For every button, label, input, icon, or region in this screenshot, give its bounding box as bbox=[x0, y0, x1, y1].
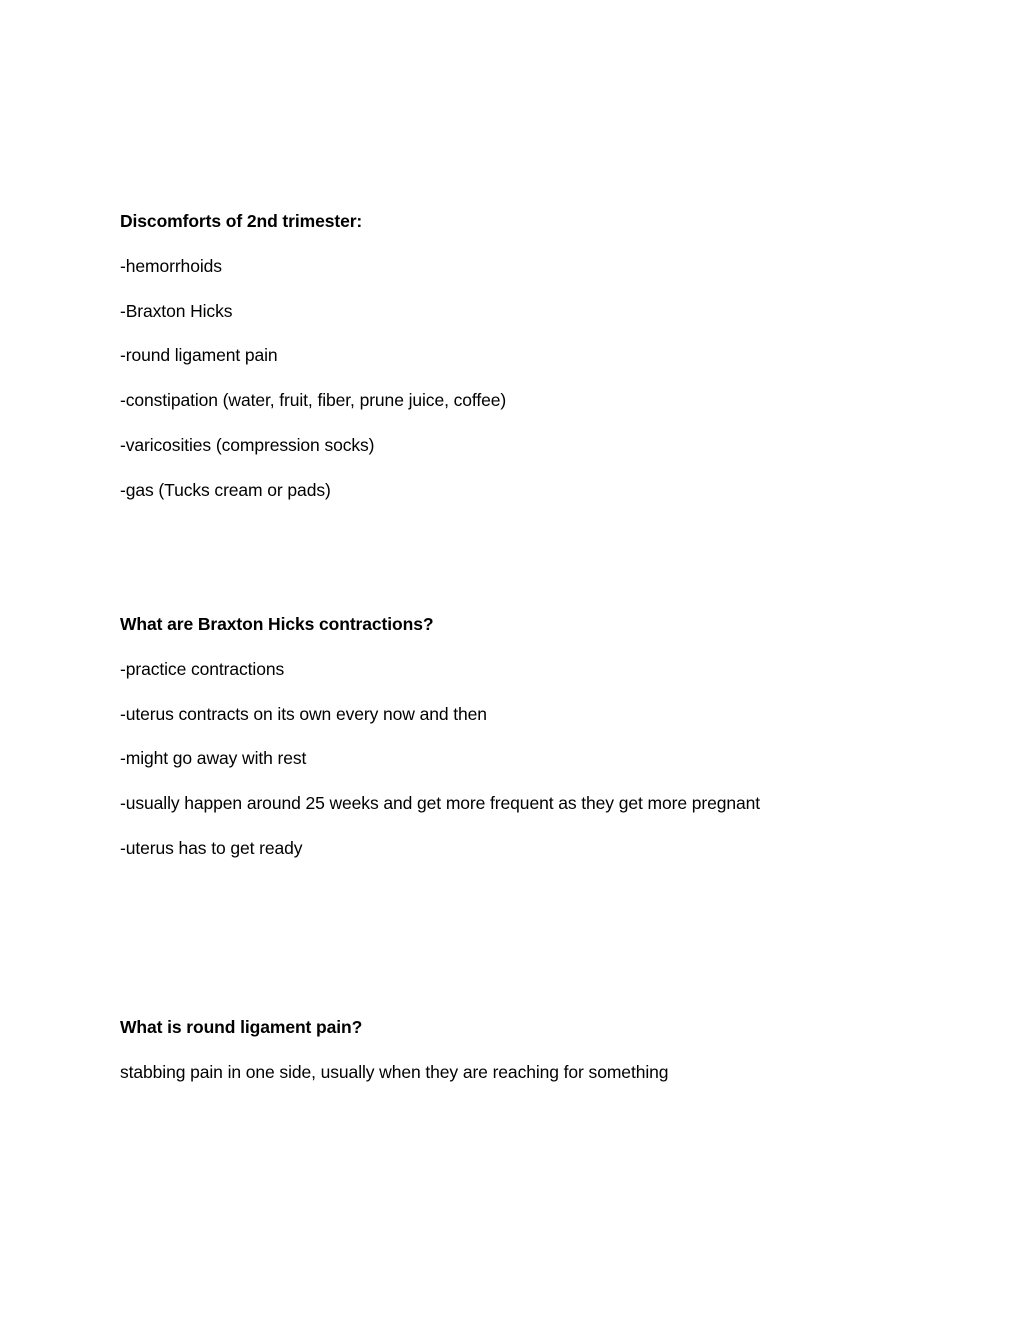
list-item: -might go away with rest bbox=[120, 748, 307, 768]
list-item: -uterus contracts on its own every now and then bbox=[120, 704, 487, 724]
list-item: -uterus has to get ready bbox=[120, 838, 303, 858]
list-item: -practice contractions bbox=[120, 659, 285, 679]
list-item: -hemorrhoids bbox=[120, 256, 222, 276]
section-heading-round-ligament: What is round ligament pain? bbox=[120, 1017, 363, 1037]
paragraph: stabbing pain in one side, usually when they are reaching for something bbox=[120, 1062, 669, 1082]
list-item: -varicosities (compression socks) bbox=[120, 435, 375, 455]
section-heading-braxton-hicks: What are Braxton Hicks contractions? bbox=[120, 614, 434, 634]
list-item: -constipation (water, fruit, fiber, prune juice, coffee) bbox=[120, 390, 507, 410]
list-item: -usually happen around 25 weeks and get more frequent as they get more pregnant bbox=[120, 793, 761, 813]
list-item: -Braxton Hicks bbox=[120, 301, 233, 321]
list-item: -round ligament pain bbox=[120, 345, 278, 365]
section-heading-discomforts: Discomforts of 2nd trimester: bbox=[120, 211, 363, 231]
list-item: -gas (Tucks cream or pads) bbox=[120, 480, 331, 500]
